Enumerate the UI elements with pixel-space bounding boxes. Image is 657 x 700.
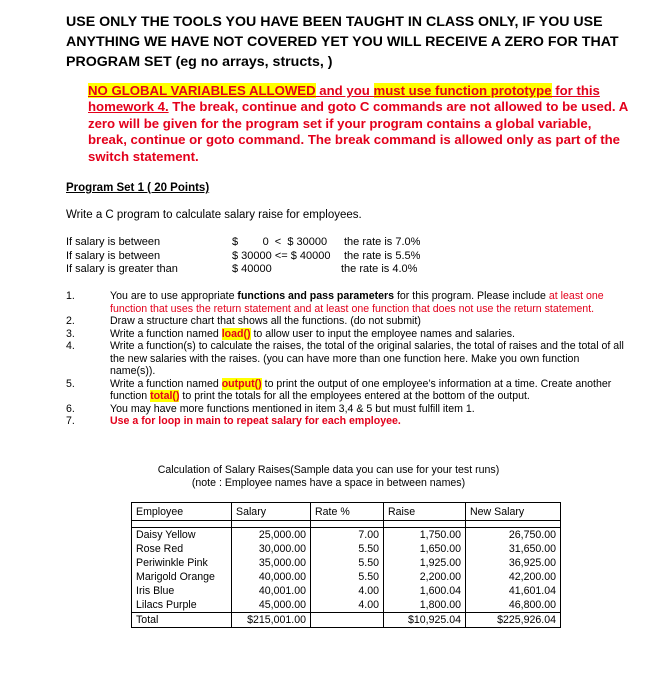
item-text: for this program. Please include — [394, 290, 549, 302]
table-row — [132, 528, 561, 543]
spacer-cell — [384, 521, 466, 528]
cell-salary: 40,001.00 — [232, 584, 311, 598]
list-item — [66, 328, 626, 341]
cell-new-salary: 31,650.00 — [466, 542, 561, 556]
warning-no-globals: NO GLOBAL VARIABLES ALLOWED — [88, 83, 316, 98]
table-caption-note: (note : Employee names have a space in between names) — [191, 477, 466, 489]
item-text: Write a function(s) to calculate the raises, the total of the original salaries, the total of raises and the total of all the new salaries with the raises. (you can have more than one function here. Make you own function name(s)). — [110, 340, 624, 377]
function-name-load: load() — [221, 327, 251, 340]
warning-rules-text: The break, continue and goto C commands are not allowed to be used. A zero will be given for the program set if your program contains a global variable, break, continue or goto command. The break command is allowed only as part of the switch statement. — [88, 99, 628, 164]
list-item — [66, 340, 626, 378]
list-number: 2. — [66, 315, 75, 327]
list-item — [66, 403, 626, 416]
rate-conditions — [66, 236, 466, 277]
total-rate — [311, 613, 384, 628]
item-bold-text: functions and pass parameters — [237, 290, 395, 302]
total-new-salary: $225,926.04 — [466, 613, 561, 628]
condition-rate: the rate is 5.5% — [344, 249, 421, 262]
requirements-list — [66, 290, 626, 428]
item-text: Write a function named — [110, 377, 222, 390]
cell-raise: 2,200.00 — [384, 570, 466, 584]
total-raise: $10,925.04 — [384, 613, 466, 628]
cell-salary: 35,000.00 — [232, 556, 311, 570]
list-item — [66, 315, 626, 328]
item-text: to print the totals for all the employees entered at the bottom of the output. — [179, 390, 530, 402]
list-item — [66, 290, 626, 315]
cell-salary: 40,000.00 — [232, 570, 311, 584]
spacer-cell — [466, 521, 561, 528]
rate-condition-row — [66, 236, 466, 250]
item-text: to allow user to input the employee names and salaries. — [250, 327, 515, 340]
list-item — [66, 415, 626, 428]
cell-salary: 45,000.00 — [232, 598, 311, 613]
warning-and-you: and you — [315, 83, 374, 98]
cell-rate: 5.50 — [311, 556, 384, 570]
cell-new-salary: 26,750.00 — [466, 528, 561, 543]
cell-rate: 4.00 — [311, 584, 384, 598]
cell-rate: 5.50 — [311, 570, 384, 584]
spacer-cell — [132, 521, 232, 528]
header-raise: Raise — [384, 503, 466, 521]
item-red-text: at least one function that uses the return statement and at least one function that does not use the return statement. — [110, 290, 604, 315]
total-salary: $215,001.00 — [232, 613, 311, 628]
cell-raise: 1,650.00 — [384, 542, 466, 556]
list-number: 3. — [66, 327, 75, 340]
cell-salary: 30,000.00 — [232, 542, 311, 556]
cell-employee: Marigold Orange — [132, 570, 232, 584]
cell-employee: Periwinkle Pink — [132, 556, 232, 570]
cell-rate: 5.50 — [311, 542, 384, 556]
table-row — [132, 584, 561, 598]
table-row — [132, 542, 561, 556]
cell-new-salary: 41,601.04 — [466, 584, 561, 598]
condition-rate: the rate is 7.0% — [344, 236, 421, 248]
cell-new-salary: 36,925.00 — [466, 556, 561, 570]
cell-employee: Rose Red — [132, 542, 232, 556]
condition-range: $ 30000 <= $ 40000 — [232, 249, 331, 262]
cell-employee: Daisy Yellow — [132, 528, 232, 543]
table-row — [132, 598, 561, 613]
condition-range: $ 0 < $ 30000 — [232, 236, 328, 248]
list-number: 1. — [66, 290, 75, 302]
table-spacer-row — [132, 521, 561, 528]
item-red-text: Use a for loop in main to repeat salary for each employee. — [110, 415, 401, 427]
cell-employee: Iris Blue — [132, 584, 232, 598]
condition-label: If salary is between — [66, 236, 161, 248]
cell-raise: 1,925.00 — [384, 556, 466, 570]
header-rate: Rate % — [311, 503, 384, 521]
cell-new-salary: 46,800.00 — [466, 598, 561, 613]
function-name-output: output() — [221, 377, 262, 390]
spacer-cell — [232, 521, 311, 528]
cell-raise: 1,800.00 — [384, 598, 466, 613]
header-salary: Salary — [232, 503, 311, 521]
header-employee: Employee — [132, 503, 232, 521]
table-row — [132, 556, 561, 570]
table-total-row — [132, 613, 561, 628]
header-new-salary: New Salary — [466, 503, 561, 521]
warning-prototype: must use function prototype — [373, 83, 552, 98]
condition-rate: the rate is 4.0% — [341, 263, 418, 275]
total-label: Total — [132, 613, 232, 628]
list-item — [66, 378, 626, 403]
cell-rate: 7.00 — [311, 528, 384, 543]
table-header-row — [132, 503, 561, 521]
salary-table — [131, 502, 561, 628]
cell-new-salary: 42,200.00 — [466, 570, 561, 584]
warning-homework: for this homework 4. — [88, 83, 600, 115]
assignment-rules-heading: USE ONLY THE TOOLS YOU HAVE BEEN TAUGHT IN CLASS ONLY, IF YOU USE ANYTHING WE HAVE NOT COVERED YET YOU WILL RECEIVE A ZERO FOR THAT PROGRAM SET (eg no arrays, structs, ) — [66, 14, 619, 70]
program-set-title: Program Set 1 ( 20 Points) — [66, 182, 210, 194]
condition-label: If salary is between — [66, 249, 161, 262]
function-name-total: total() — [150, 390, 180, 402]
item-text: You may have more functions mentioned in item 3,4 & 5 but must fulfill item 1. — [110, 402, 475, 415]
warning-paragraph — [88, 83, 628, 165]
cell-employee: Lilacs Purple — [132, 598, 232, 613]
table-row — [132, 570, 561, 584]
item-text: Draw a structure chart that shows all the functions. (do not submit) — [110, 315, 421, 327]
list-number: 6. — [66, 402, 75, 415]
rate-condition-row — [66, 250, 466, 264]
cell-rate: 4.00 — [311, 598, 384, 613]
spacer-cell — [311, 521, 384, 528]
cell-raise: 1,750.00 — [384, 528, 466, 543]
program-set-intro: Write a C program to calculate salary raise for employees. — [66, 209, 362, 221]
table-caption: Calculation of Salary Raises(Sample data you can use for your test runs) — [157, 464, 500, 476]
list-number: 4. — [66, 340, 75, 352]
condition-label: If salary is greater than — [66, 263, 178, 275]
item-text: Write a function named — [110, 327, 222, 340]
item-text: to print the output of one employee’s information at a time. Create another function — [110, 377, 612, 402]
item-text: You are to use appropriate — [110, 290, 238, 302]
rate-condition-row — [66, 263, 466, 277]
list-number: 7. — [66, 415, 75, 427]
list-number: 5. — [66, 377, 75, 390]
condition-range: $ 40000 — [232, 263, 272, 275]
cell-salary: 25,000.00 — [232, 528, 311, 543]
cell-raise: 1,600.04 — [384, 584, 466, 598]
